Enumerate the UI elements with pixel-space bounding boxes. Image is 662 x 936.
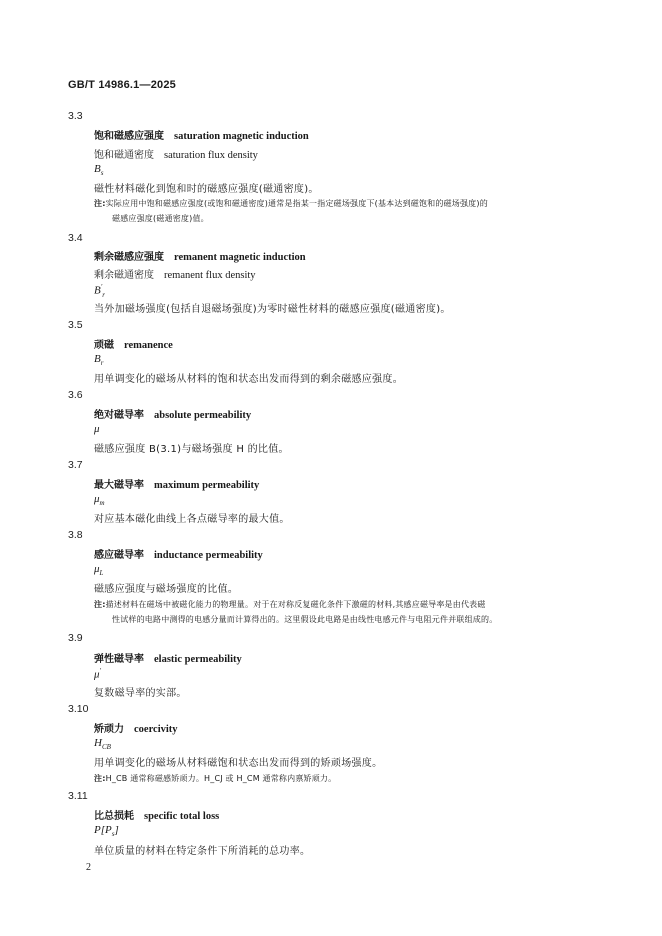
- term-en: remanence: [124, 340, 173, 351]
- term-en: maximum permeability: [154, 480, 260, 491]
- entry-definition: 当外加磁场强度(包括自退磁场强度)为零时磁性材料的磁感应强度(磁通密度)。: [94, 304, 451, 315]
- entry-number: 3.11: [68, 790, 88, 802]
- entry-symbol: $B_r$: [94, 353, 104, 368]
- term-zh: 比总损耗: [94, 811, 134, 822]
- entry-term: [94, 807, 219, 822]
- entry-symbol: μ′: [94, 667, 102, 681]
- entry-synonym: [94, 146, 258, 161]
- note-label: 注:: [94, 199, 106, 208]
- page-number: 2: [86, 862, 91, 873]
- entry-number: 3.3: [68, 110, 83, 122]
- term-zh: 剩余磁感应强度: [94, 252, 164, 263]
- entry-number: 3.10: [68, 703, 89, 715]
- note-label: 注:: [94, 600, 106, 609]
- entry-definition: 单位质量的材料在特定条件下所消耗的总功率。: [94, 846, 311, 857]
- entry-definition: 磁感应强度与磁场强度的比值。: [94, 584, 239, 595]
- entry-synonym: [94, 266, 256, 281]
- entry-term: [94, 650, 242, 665]
- entry-note: [94, 597, 590, 627]
- term-en: saturation magnetic induction: [174, 131, 309, 142]
- term-en: coercivity: [134, 724, 178, 735]
- synonym-zh: 剩余磁通密度: [94, 270, 154, 281]
- entry-definition: 磁感应强度 B(3.1)与磁场强度 H 的比值。: [94, 444, 289, 455]
- note-line: 磁感应强度(磁通密度)值。: [112, 214, 209, 223]
- note-line: 描述材料在磁场中被磁化能力的物理量。对于在对称反复磁化条件下激磁的材料,其感应磁导率是由代表磁: [105, 600, 486, 609]
- note-line: 实际应用中饱和磁感应强度(或饱和磁通密度)通常是指某一指定磁场强度下(基本达到磁饱和的磁场强度)的: [105, 199, 488, 208]
- entry-number: 3.9: [68, 632, 83, 644]
- synonym-en: remanent flux density: [164, 270, 256, 281]
- term-en: absolute permeability: [154, 410, 252, 421]
- entry-number: 3.7: [68, 459, 83, 471]
- entry-definition: 对应基本磁化曲线上各点磁导率的最大值。: [94, 514, 290, 525]
- term-en: specific total loss: [144, 811, 220, 822]
- entry-number: 3.4: [68, 232, 83, 244]
- entry-symbol: $H_{CB}$: [94, 737, 111, 752]
- entry-term: [94, 476, 259, 491]
- standard-header: GB/T 14986.1—2025: [68, 79, 176, 91]
- entry-note: [94, 196, 590, 226]
- term-zh: 最大磁导率: [94, 480, 144, 491]
- note-line: H_CB 通常称磁感矫顽力。H_CJ 或 H_CM 通常称内禀矫顽力。: [105, 774, 337, 783]
- term-zh: 绝对磁导率: [94, 410, 144, 421]
- entry-definition: 磁性材料磁化到饱和时的磁感应强度(磁通密度)。: [94, 184, 319, 195]
- entry-definition: 用单调变化的磁场从材料磁饱和状态出发而得到的矫顽场强度。: [94, 758, 383, 769]
- note-label: 注:: [94, 774, 106, 783]
- entry-definition: 用单调变化的磁场从材料的饱和状态出发而得到的剩余磁感应强度。: [94, 374, 403, 385]
- entry-term: [94, 336, 173, 351]
- entry-number: 3.6: [68, 389, 83, 401]
- term-zh: 弹性磁导率: [94, 654, 144, 665]
- entry-symbol: μ: [94, 423, 100, 435]
- synonym-zh: 饱和磁通密度: [94, 150, 154, 161]
- entry-term: [94, 406, 251, 421]
- entry-term: [94, 127, 309, 142]
- note-line: 性试样的电路中测得的电感分量而计算得出的。这里假设此电路是由线性电感元件与电阻元件并联组成的。: [112, 615, 498, 624]
- term-en: inductance permeability: [154, 550, 263, 561]
- entry-symbol: $B_s$: [94, 163, 104, 178]
- entry-symbol: $P[P_s]$: [94, 824, 119, 839]
- synonym-en: saturation flux density: [164, 150, 258, 161]
- entry-definition: 复数磁导率的实部。: [94, 688, 187, 699]
- entry-symbol: $\mu_m$: [94, 493, 105, 508]
- entry-symbol: $\mu_L$: [94, 563, 104, 578]
- term-zh: 矫顽力: [94, 724, 124, 735]
- entry-term: [94, 546, 263, 561]
- entry-term: [94, 248, 306, 263]
- term-en: remanent magnetic induction: [174, 252, 306, 263]
- entry-term: [94, 720, 178, 735]
- term-zh: 顽磁: [94, 340, 114, 351]
- entry-note: [94, 771, 590, 786]
- entry-number: 3.8: [68, 529, 83, 541]
- term-zh: 感应磁导率: [94, 550, 144, 561]
- entry-symbol: $B'_r$: [94, 283, 105, 299]
- term-en: elastic permeability: [154, 654, 242, 665]
- term-zh: 饱和磁感应强度: [94, 131, 164, 142]
- entry-number: 3.5: [68, 319, 83, 331]
